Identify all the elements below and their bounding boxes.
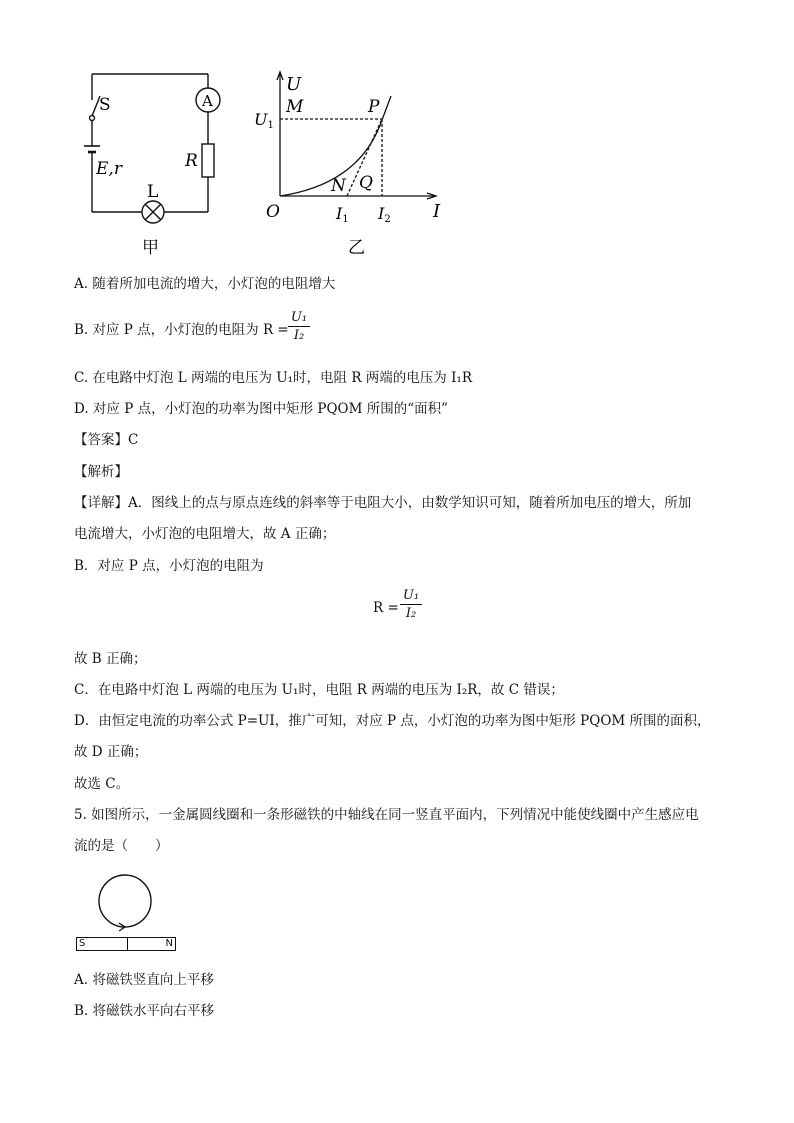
option-c: C. 在电路中灯泡 L 两端的电压为 U₁时，电阻 R 两端的电压为 I₁R (74, 370, 473, 386)
resistor-label: R (185, 151, 198, 171)
switch-label: S (99, 95, 111, 115)
explanation-line-1: 【详解】A．图线上的点与原点连线的斜率等于电阻大小，由数学知识可知，随着所加电压的增大，所加 (74, 495, 692, 511)
point-q-label: Q (359, 173, 373, 193)
axis-i-label: I (433, 201, 441, 222)
metal-coil-diagram (96, 872, 156, 932)
ammeter-label: A (202, 92, 213, 110)
explanation-line-6: D．由恒定电流的功率公式 P=UI，推广可知，对应 P 点，小灯泡的功率为图中矩形 PQOM 所围的面积， (74, 713, 711, 729)
i2-label: I2 (378, 204, 391, 225)
equation-fraction (400, 588, 422, 621)
figure-caption-yi: 乙 (348, 238, 365, 258)
equation-lhs: R = (373, 600, 399, 616)
battery-label: E,r (96, 159, 122, 179)
question-5-line-2: 流的是（ ） (74, 838, 169, 854)
explanation-line-3: B．对应 P 点，小灯泡的电阻为 (74, 558, 264, 574)
explanation-line-7: 故 D 正确； (74, 744, 148, 760)
bar-magnet (76, 937, 176, 951)
point-n-label: N (331, 176, 346, 196)
equation-denominator: I₂ (405, 606, 417, 621)
explanation-line-5: C．在电路中灯泡 L 两端的电压为 U₁时，电阻 R 两端的电压为 I₂R，故 C 错误； (74, 682, 564, 698)
fraction-bar (288, 326, 310, 327)
fraction-denominator: I₂ (293, 328, 305, 343)
analysis-heading: 【解析】 (74, 464, 128, 480)
u-i-graph (250, 66, 450, 260)
axis-u-label: U (286, 74, 302, 95)
fraction-numerator: U₁ (290, 310, 308, 325)
explanation-line-8: 故选 C。 (74, 776, 130, 792)
u1-label: U1 (254, 110, 274, 131)
magnet-center-divider (127, 938, 128, 950)
i1-label: I1 (336, 204, 349, 225)
option-b-fraction (288, 310, 310, 343)
option-a: A. 随着所加电流的增大，小灯泡的电阻增大 (74, 276, 336, 292)
magnet-south-label: S (79, 938, 86, 949)
figure-caption-jia: 甲 (142, 238, 159, 258)
option-d: D. 对应 P 点，小灯泡的功率为图中矩形 PQOM 所围的“面积” (74, 401, 449, 417)
question-5-option-b: B. 将磁铁水平向右平移 (74, 1003, 215, 1019)
option-b: B. 对应 P 点，小灯泡的电阻为 R = (74, 322, 289, 338)
equation-bar (400, 604, 422, 605)
point-p-label: P (368, 97, 380, 117)
question-5-option-a: A. 将磁铁竖直向上平移 (74, 972, 214, 988)
explanation-line-4: 故 B 正确； (74, 651, 147, 667)
point-m-label: M (286, 97, 304, 117)
answer-line: 【答案】C (74, 432, 139, 448)
equation-numerator: U₁ (402, 588, 420, 603)
explanation-line-2: 电流增大，小灯泡的电阻增大，故 A 正确； (74, 526, 336, 542)
origin-label: O (266, 202, 280, 222)
magnet-north-label: N (165, 938, 173, 949)
circuit-diagram (80, 66, 230, 260)
question-5-line-1: 5. 如图所示，一金属圆线圈和一条形磁铁的中轴线在同一竖直平面内，下列情况中能使线圈中产生感应电 (74, 807, 699, 823)
lamp-label: L (147, 182, 159, 202)
